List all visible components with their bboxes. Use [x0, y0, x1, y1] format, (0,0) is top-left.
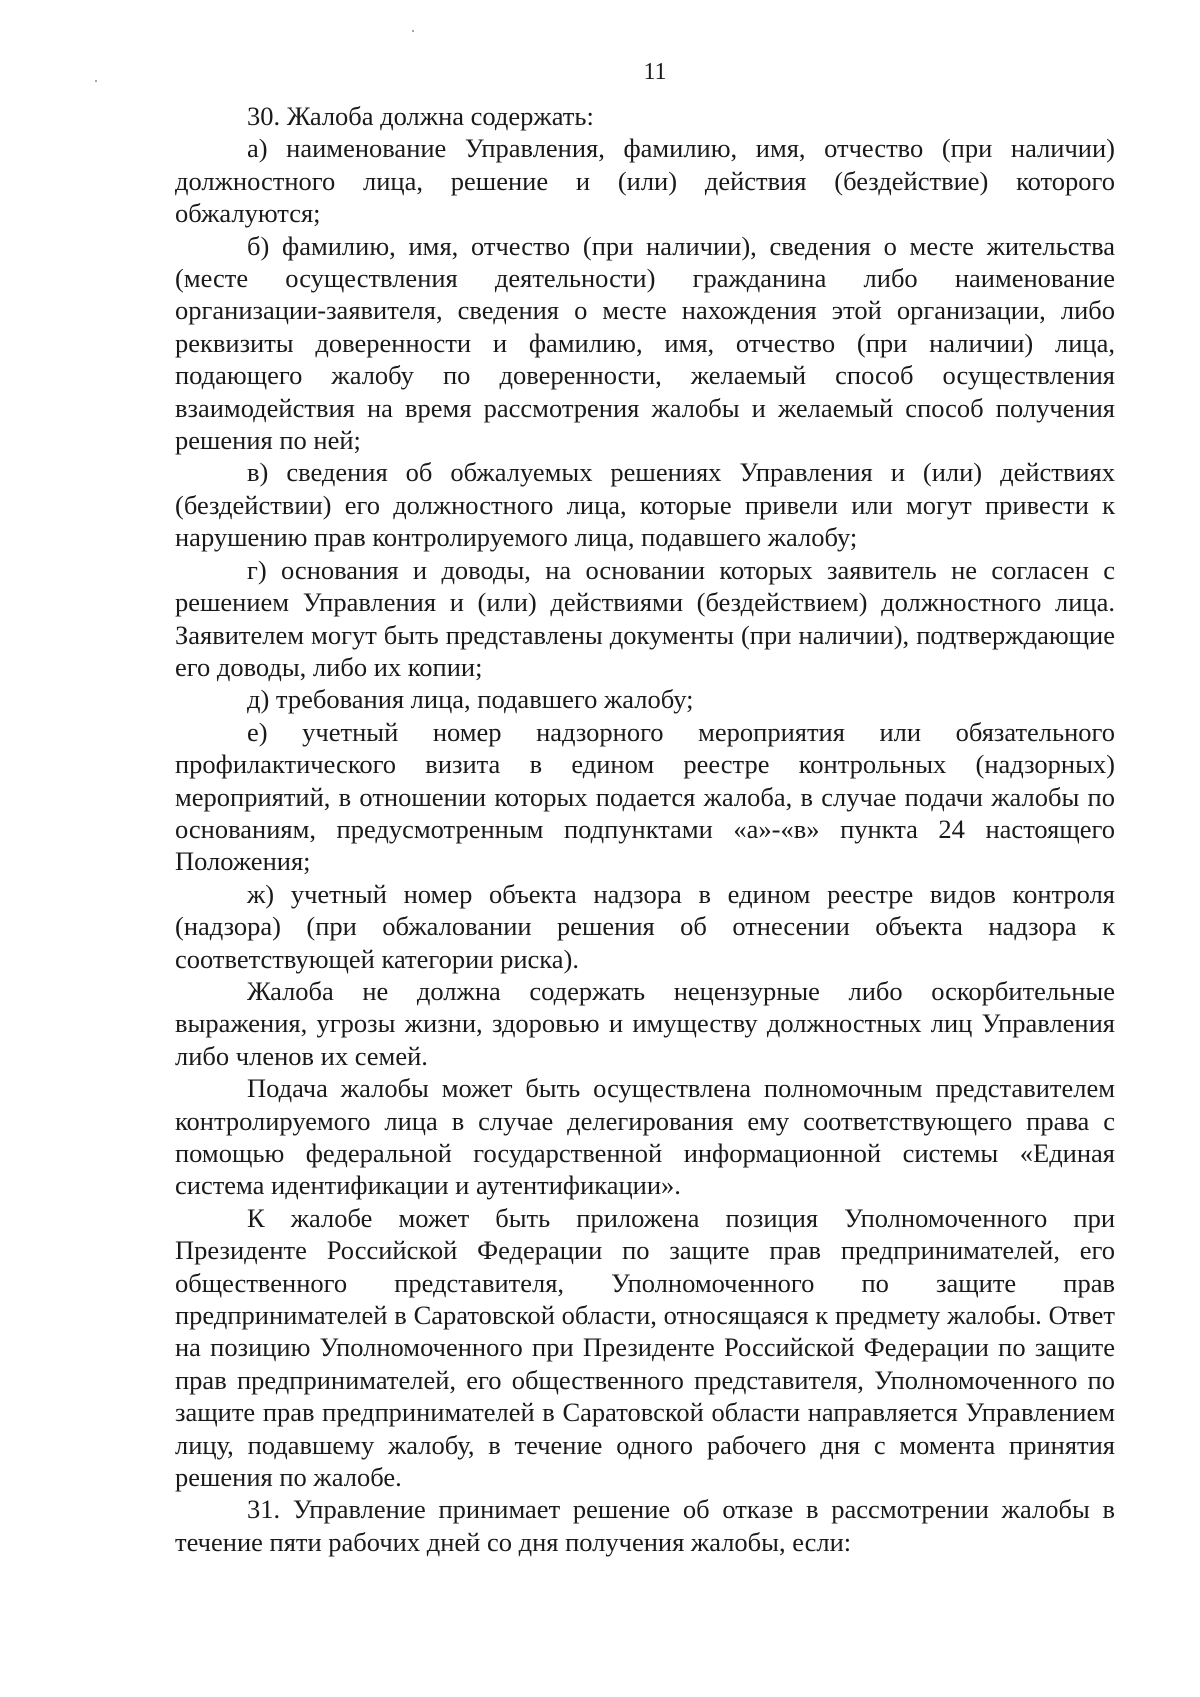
- paragraph-subitem-v: в) сведения об обжалуемых решениях Управления и (или) действиях (бездействии) его должностного лица, которые привели или могут привести к нарушению прав контролируемого лица, подавшего жалобу;: [175, 457, 1115, 553]
- paragraph-subitem-g: г) основания и доводы, на основании которых заявитель не согласен с решением Управления и (или) действиями (бездействием) должностного лица. Заявителем могут быть представлены документы (при наличии), подтверждающие его доводы, либо их копии;: [175, 554, 1115, 682]
- paragraph-subitem-e: е) учетный номер надзорного мероприятия или обязательного профилактического визита в едином реестре контрольных (надзорных) мероприятий, в отношении которых подается жалоба, в случае подачи жалобы по основаниям, предусмотренным подпунктами «а»-«в» пункта 24 настоящего Положения;: [175, 716, 1115, 877]
- paragraph-subitem-a: а) наименование Управления, фамилию, имя, отчество (при наличии) должностного лица, решение и (или) действия (бездействие) которого обжалуются;: [175, 133, 1115, 229]
- paragraph-complaint-restrictions: Жалоба не должна содержать нецензурные либо оскорбительные выражения, угрозы жизни, здоровью и имуществу должностных лиц Управления либо членов их семей.: [175, 975, 1115, 1071]
- paragraph-item-31: 31. Управление принимает решение об отказе в рассмотрении жалобы в течение пяти рабочих дней со дня получения жалобы, если:: [175, 1494, 1115, 1557]
- document-body: [175, 100, 1115, 1558]
- paragraph-representative-filing: Подача жалобы может быть осуществлена полномочным представителем контролируемого лица в случае делегирования ему соответствующего права с помощью федеральной государственной информационной системы «Единая система идентификации и аутентификации».: [175, 1073, 1115, 1201]
- paragraph-subitem-d: д) требования лица, подавшего жалобу;: [247, 684, 694, 715]
- paragraph-subitem-zh: ж) учетный номер объекта надзора в едином реестре видов контроля (надзора) (при обжаловании решения об отнесении объекта надзора к соответствующей категории риска).: [175, 878, 1115, 974]
- paragraph-item-30-heading: 30. Жалоба должна содержать:: [247, 101, 594, 131]
- page-number: 11: [643, 59, 667, 85]
- paragraph-subitem-b: б) фамилию, имя, отчество (при наличии), сведения о месте жительства (месте осуществления деятельности) гражданина либо наименование организации-заявителя, сведения о месте нахождения этой организации, либо реквизиты доверенности и фамилию, имя, отчество (при наличии) лица, подающего жалобу по доверенности, желаемый способ осуществления взаимодействия на время рассмотрения жалобы и желаемый способ получения решения по ней;: [175, 230, 1115, 456]
- paragraph-ombudsman-position: К жалобе может быть приложена позиция Уполномоченного при Президенте Российской Федерации по защите прав предпринимателей, его общественного представителя, Уполномоченного по защите прав предпринимателей в Саратовской области, относящаяся к предмету жалобы. Ответ на позицию Уполномоченного при Президенте Российской Федерации по защите прав предпринимателей, его общественного представителя, Уполномоченного по защите прав предпринимателей в Саратовской области направляется Управлением лицу, подавшему жалобу, в течение одного рабочего дня с момента принятия решения по жалобе.: [175, 1202, 1115, 1493]
- scan-speck: [412, 30, 414, 32]
